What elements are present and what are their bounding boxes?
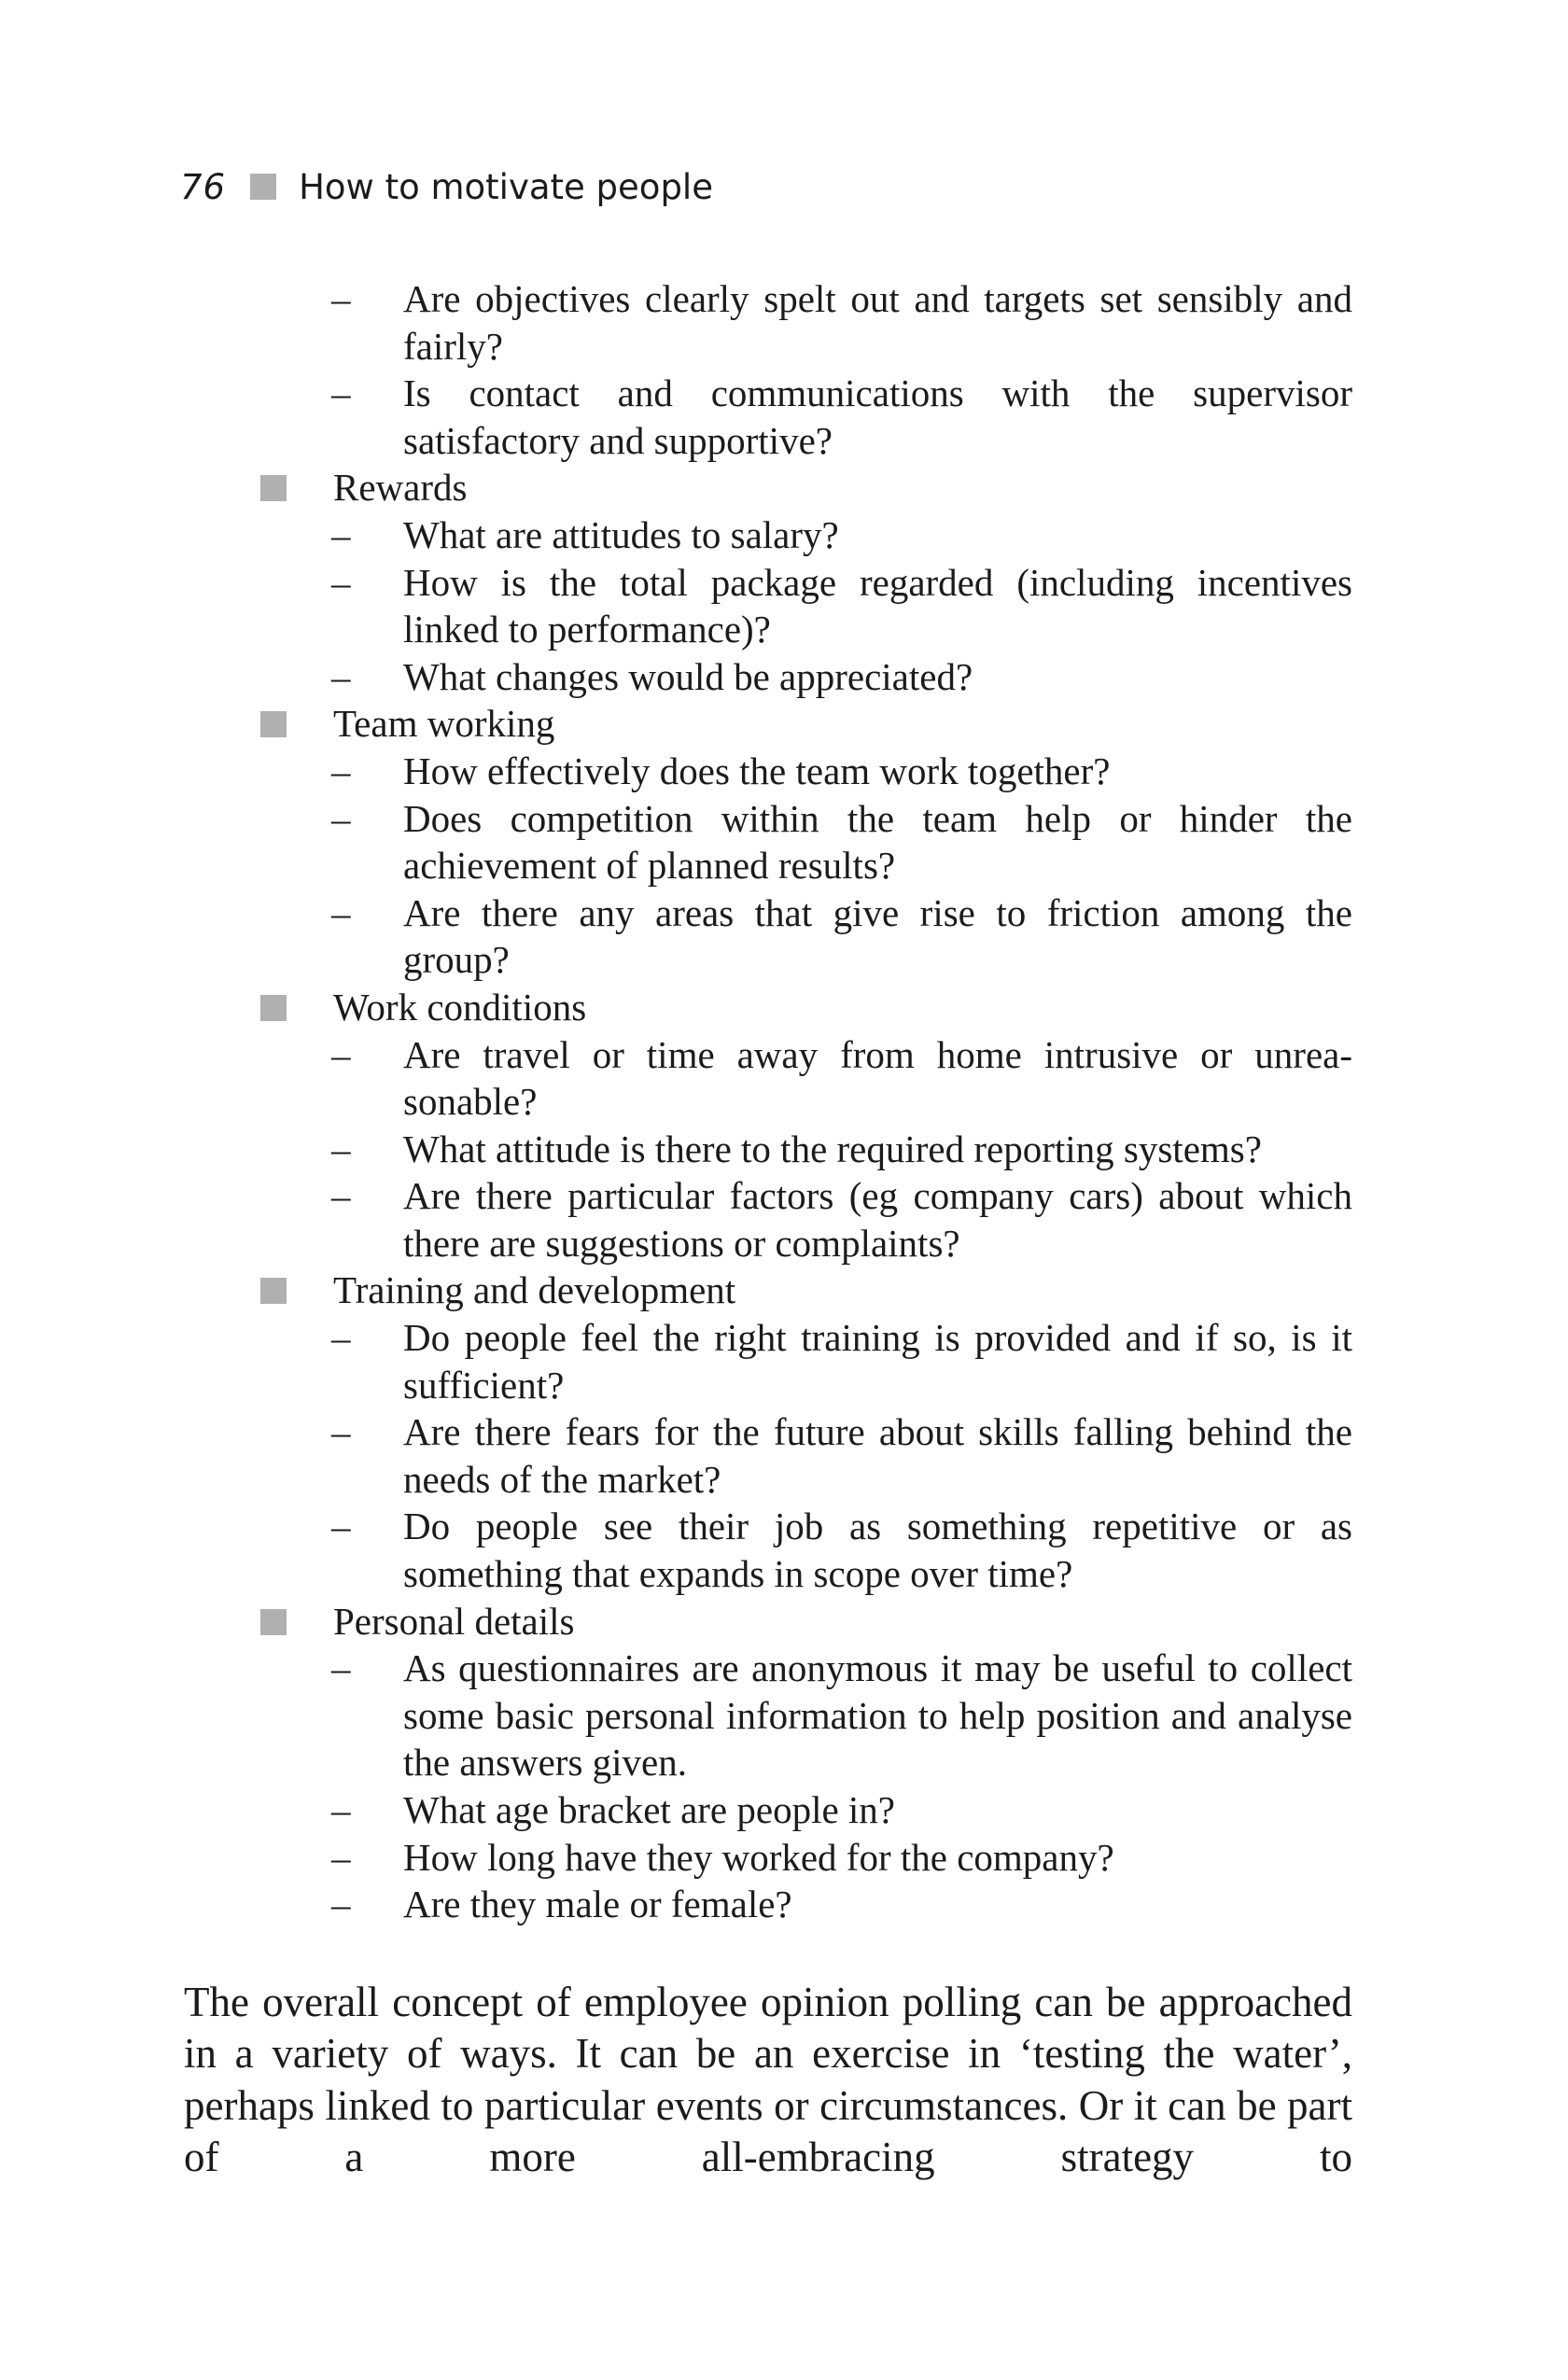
section-title: Rewards [333,466,468,510]
dash-bullet: – [331,1316,351,1360]
section-heading [0,700,1568,748]
dash-bullet: – [331,796,351,840]
list-item [331,1408,1352,1503]
dash-bullet: – [331,560,351,604]
list-item [331,1834,1352,1882]
section-heading [0,464,1568,511]
square-bullet-icon [260,711,287,737]
list-item-text: Are travel or time away from home intrusive or unreasonable? [403,1032,1352,1124]
dash-bullet: – [331,1835,351,1879]
list-item-text: What age bracket are people in? [403,1788,895,1831]
list-item-text: Are objectives clearly spelt out and targets set sensibly and fairly? [403,277,1352,368]
section-heading [0,1598,1568,1645]
list-item [331,1645,1352,1786]
list-item-text: What changes would be appreciated? [403,654,973,698]
dash-bullet: – [331,1032,351,1076]
section-heading [0,1267,1568,1314]
list-item [331,1314,1352,1408]
section-title: Personal details [333,1599,575,1643]
square-bullet-icon [260,1609,287,1635]
list-item [331,889,1352,984]
section-rewards [0,464,1568,700]
list-item [331,1172,1352,1267]
section-team-working [0,700,1568,984]
dash-bullet: – [331,371,351,415]
list-item-text: Is contact and communications with the supervisor satisfactory and supportive? [403,371,1352,462]
section-heading [0,984,1568,1031]
list-item [331,795,1352,889]
list-item [331,559,1352,653]
dash-bullet: – [331,1505,351,1548]
list-item [331,370,1352,464]
list-item-text: How is the total package regarded (including incentives linked to performance)? [403,560,1352,651]
list-item [331,653,1352,701]
list-item [331,1786,1352,1834]
body-paragraph: The overall concept of employee opinion polling can be approached in a variety of ways. It can be an exercise in ‘testing the water’, perhaps linked to particular events or circumstances. Or it can be part of a more all-embracing strategy to [184,1979,1352,2180]
list-item-text: What are attitudes to salary? [403,512,839,556]
running-header [180,161,713,213]
questionnaire-topic-list [0,275,1568,1928]
list-item-text: Do people feel the right training is provided and if so, is it sufficient? [403,1316,1352,1407]
section-title: Training and development [333,1268,736,1312]
list-item [331,1031,1352,1126]
dash-bullet: – [331,1174,351,1218]
section-personal-details [0,1598,1568,1928]
dash-bullet: – [331,1127,351,1170]
section-training-and-development [0,1267,1568,1597]
list-item [331,1126,1352,1173]
list-item-text: Are they male or female? [403,1883,792,1926]
list-item-text: What attitude is there to the required reporting systems? [403,1127,1262,1170]
list-item-text: As questionnaires are anonymous it may be useful to collect some basic personal information to help position and analyse the answers given. [403,1646,1352,1785]
square-bullet-icon [260,995,287,1021]
list-item-text: Are there any areas that give rise to friction among the group? [403,890,1352,982]
section-continued [0,275,1568,464]
square-bullet-icon [250,174,276,200]
dash-bullet: – [331,890,351,934]
list-item-text: How effectively does the team work together? [403,749,1111,792]
list-item [331,275,1352,370]
section-work-conditions [0,984,1568,1267]
section-title: Work conditions [333,985,587,1029]
list-item-text: Are there fears for the future about skills falling behind the needs of the market? [403,1410,1352,1501]
dash-bullet: – [331,749,351,792]
dash-bullet: – [331,1883,351,1926]
square-bullet-icon [260,1278,287,1304]
list-item [331,1881,1352,1928]
section-title: Team working [333,702,555,746]
list-item-text: Do people see their job as something repetitive or as something that expands in scope over time? [403,1505,1352,1596]
running-header-title: How to motivate people [299,166,713,207]
dash-bullet: – [331,512,351,556]
list-item-text: How long have they worked for the company? [403,1835,1114,1879]
list-item-text: Are there particular factors (eg company cars) about which there are suggestions or complaints? [403,1174,1352,1265]
dash-bullet: – [331,277,351,320]
list-item [331,748,1352,795]
list-item-text: Does competition within the team help or hinder the achievement of planned results? [403,796,1352,888]
list-item [331,1503,1352,1597]
dash-bullet: – [331,654,351,698]
dash-bullet: – [331,1646,351,1690]
list-item [331,511,1352,559]
square-bullet-icon [260,475,287,501]
page-number: 76 [180,166,227,207]
dash-bullet: – [331,1410,351,1454]
dash-bullet: – [331,1788,351,1831]
